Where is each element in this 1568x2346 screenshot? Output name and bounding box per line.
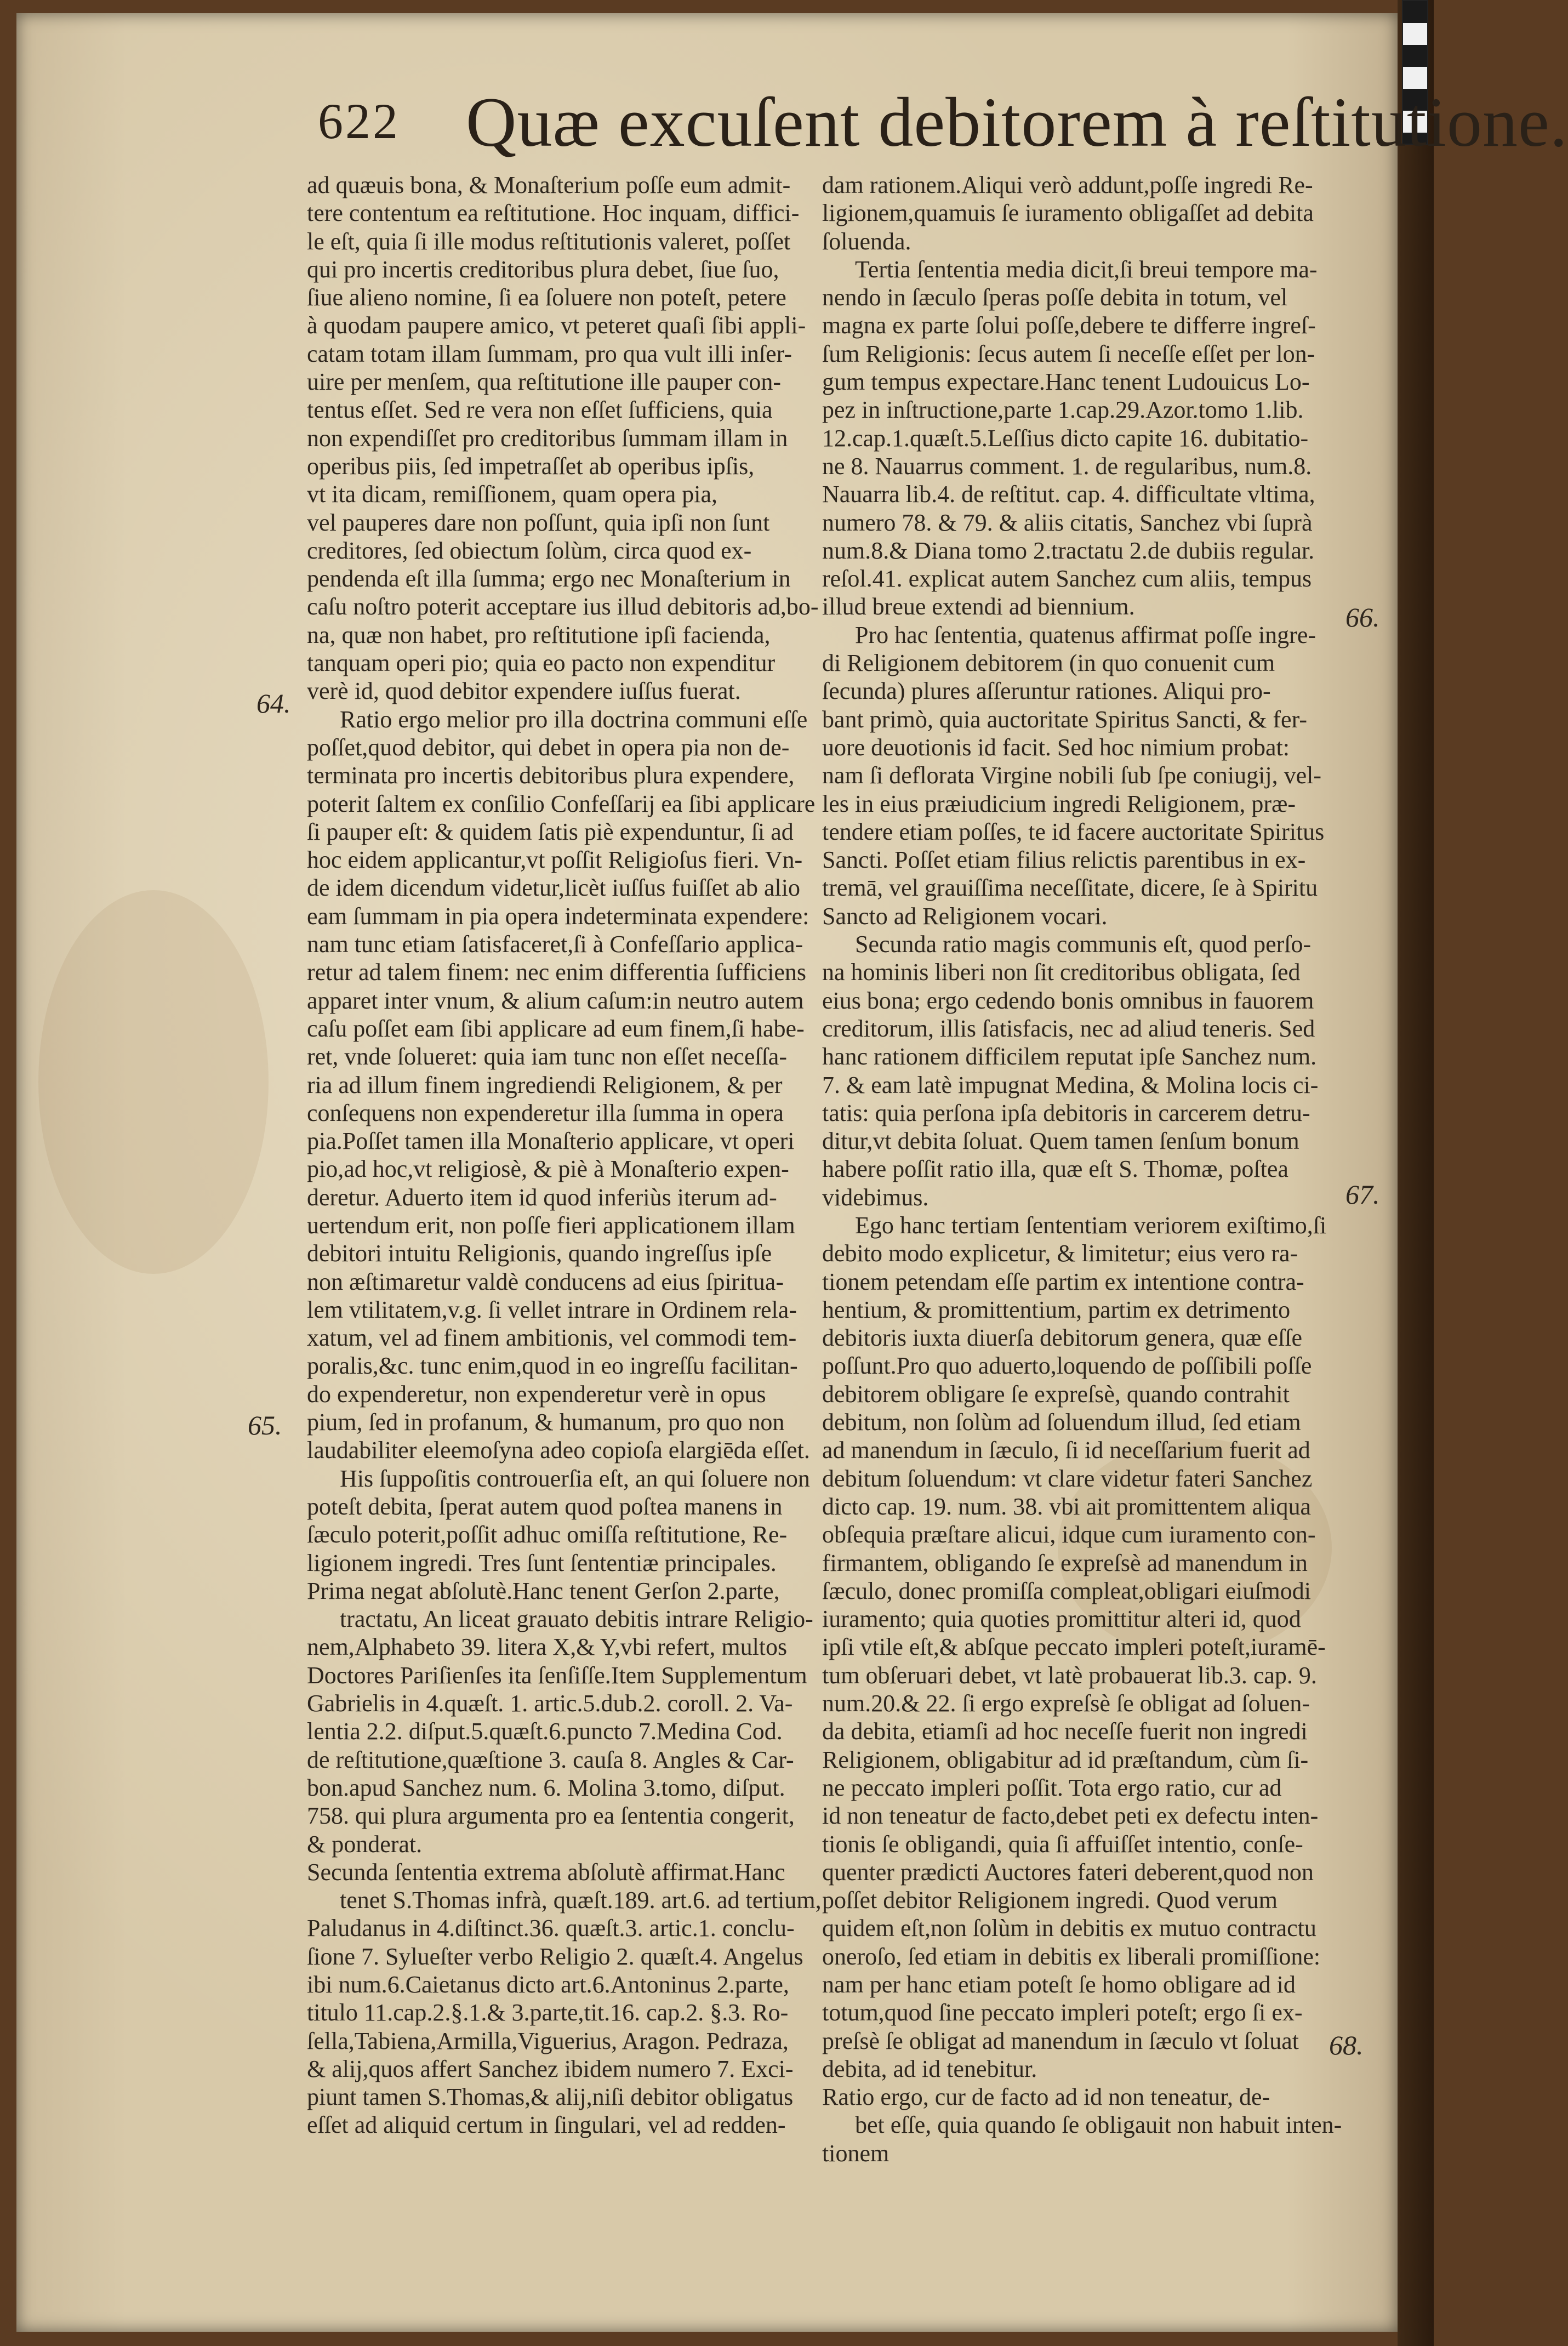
text-line: pia.Poſſet tamen illa Monaſterio applicare, vt operi: [307, 1128, 795, 1155]
running-title: Quæ excuſent debitorem à reſtitutione.: [466, 83, 1568, 161]
right-text-column: [822, 171, 1340, 2167]
text-line: ſecunda) plures aſſeruntur rationes. Aliqui pro-: [822, 677, 1271, 705]
text-line: poſſet,quod debitor, qui debet in opera pia non de-: [307, 733, 790, 761]
text-line: le eſt, quia ſi ille modus reſtitutionis valeret, poſſet: [307, 227, 791, 255]
text-line: ſoluenda.: [822, 227, 911, 255]
text-line: creditorum, illis ſatisfacis, nec ad aliud teneris. Sed: [822, 1015, 1315, 1042]
text-line: illud breue extendi ad biennium.: [822, 593, 1135, 620]
text-line: ſæculo poterit,poſſit adhuc omiſſa reſtitutione, Re-: [307, 1521, 788, 1548]
text-line: pio,ad hoc,vt religiosè, & piè à Monaſterio expen-: [307, 1155, 789, 1183]
text-line: bant primò, quia auctoritate Spiritus Sancti, & fer-: [822, 705, 1308, 733]
text-line: magna ex parte ſolui poſſe,debere te differre ingreſ-: [822, 312, 1316, 339]
text-line: eam ſummam in pia opera indeterminata expendere:: [307, 902, 809, 930]
text-line: na, quæ non habet, pro reſtitutione ipſi facienda,: [307, 621, 771, 648]
text-line: de reſtitutione,quæſtione 3. cauſa 8. Angles & Car-: [307, 1746, 794, 1773]
text-line: Secunda ſententia extrema abſolutè affirmat.Hanc: [307, 1858, 785, 1886]
text-line: tere contentum ea reſtitutione. Hoc inquam, diffici-: [307, 200, 800, 227]
text-line: reſol.41. explicat autem Sanchez cum aliis, tempus: [822, 565, 1312, 593]
text-line: poterit ſaltem ex conſilio Confeſſarij ea ſibi applicare: [307, 790, 816, 817]
text-line: Prima negat abſolutè.Hanc tenent Gerſon 2.parte,: [307, 1577, 780, 1604]
text-line: debitori intuitu Religionis, quando ingreſſus ipſe: [307, 1240, 772, 1267]
text-line: di Religionem debitorem (in quo conuenit cum: [822, 650, 1275, 677]
text-line: ne 8. Nauarrus comment. 1. de regularibus, num.8.: [822, 452, 1312, 480]
text-line: debitum, non ſolùm ad ſoluendum illud, ſed etiam: [822, 1409, 1301, 1436]
text-line: poralis,&c. tunc enim,quod in eo ingreſſu facilitan-: [307, 1352, 798, 1380]
text-line: operibus piis, ſed impetraſſet ab operibus ipſis,: [307, 452, 755, 480]
text-line: tionis ſe obligandi, quia ſi affuiſſet intentio, conſe-: [822, 1830, 1303, 1858]
text-line: Sancti. Poſſet etiam filius relictis parentibus in ex-: [822, 846, 1306, 874]
text-line: tendere etiam poſſes, te id facere auctoritate Spiritus: [822, 818, 1325, 845]
text-line: non expendiſſet pro creditoribus ſummam illam in: [307, 424, 788, 452]
text-line: da debita, etiamſi ad hoc neceſſe fuerit non ingredi: [822, 1718, 1308, 1745]
text-line: poſſunt.Pro quo aduerto,loquendo de poſſibili poſſe: [822, 1352, 1312, 1380]
text-line: dam rationem.Aliqui verò addunt,poſſe ingredi Re-: [822, 172, 1313, 198]
text-line: hoc eidem applicantur,vt poſſit Religioſus fieri. Vn-: [307, 846, 803, 874]
text-line: piunt tamen S.Thomas,& alij,niſi debitor obligatus: [307, 2083, 794, 2111]
text-line: Secunda ratio magis communis eſt, quod perſo-: [855, 931, 1312, 958]
text-line: Pro hac ſententia, quatenus affirmat poſſe ingre-: [855, 621, 1316, 648]
text-line: habere poſſit ratio illa, quæ eſt S. Thomæ, poſtea: [822, 1155, 1288, 1183]
text-line: debita, ad id tenebitur.: [822, 2055, 1037, 2082]
text-line: ſæculo, donec promiſſa compleat,obligari eiuſmodi: [822, 1577, 1312, 1604]
text-line: ſiue alieno nomine, ſi ea ſoluere non poteſt, petere: [307, 284, 786, 311]
text-line: tum obſeruari debet, vt latè probauerat lib.3. cap. 9.: [822, 1661, 1317, 1689]
text-line: tenet S.Thomas infrà, quæſt.189. art.6. ad tertium,: [340, 1887, 822, 1914]
text-line: na hominis liberi non ſit creditoribus obligata, ſed: [822, 959, 1301, 986]
text-line: uore deuotionis id facit. Sed hoc nimium probat:: [822, 733, 1290, 761]
text-line: num.8.& Diana tomo 2.tractatu 2.de dubiis regular.: [822, 537, 1315, 564]
text-line: debito modo explicetur, & limitetur; eius vero ra-: [822, 1240, 1298, 1267]
text-line: quenter prædicti Auctores fateri deberent,quod non: [822, 1858, 1314, 1886]
margin-number: 64.: [256, 688, 291, 719]
text-line: His ſuppoſitis controuerſia eſt, an qui ſoluere non: [340, 1465, 810, 1492]
text-line: id non teneatur de facto,debet peti ex defectu inten-: [822, 1802, 1319, 1830]
text-line: creditores, ſed obiectum ſolùm, circa quod ex-: [307, 537, 752, 564]
page-stain: [38, 890, 269, 1274]
text-line: catam totam illam ſummam, pro qua vult illi inſer-: [307, 340, 792, 367]
text-line: qui pro incertis creditoribus plura debet, ſiue ſuo,: [307, 255, 779, 283]
page-number: 622: [318, 93, 400, 149]
text-line: nendo in ſæculo ſperas poſſe debita in totum, vel: [822, 284, 1288, 311]
text-line: & alij,quos affert Sanchez ibidem numero 7. Exci-: [307, 2055, 794, 2082]
margin-number: 66.: [1345, 602, 1380, 633]
text-line: videbimus.: [822, 1183, 929, 1211]
text-line: eius bona; ergo cedendo bonis omnibus in fauorem: [822, 987, 1314, 1014]
book-edge: [1398, 0, 1434, 2346]
text-line: nam ſi deflorata Virgine nobili ſub ſpe coniugij, vel-: [822, 762, 1321, 789]
text-line: uertendum erit, non poſſe fieri applicationem illam: [307, 1211, 795, 1239]
text-line: num.20.& 22. ſi ergo expreſsè ſe obligat ad ſoluen-: [822, 1690, 1310, 1717]
text-line: conſequens non expenderetur illa ſumma in opera: [307, 1099, 784, 1126]
text-line: Nauarra lib.4. de reſtitut. cap. 4. difficultate vltima,: [822, 481, 1315, 508]
text-line: laudabiliter eleemoſyna adeo copioſa elargiēda eſſet.: [307, 1437, 810, 1464]
page-header: [307, 82, 1568, 164]
text-line: ibi num.6.Caietanus dicto art.6.Antoninus 2.parte,: [307, 1971, 789, 1998]
margin-number: 67.: [1345, 1179, 1380, 1210]
text-line: tractatu, An liceat grauato debitis intrare Religio-: [340, 1605, 813, 1633]
text-line: 7. & eam latè impugnat Medina, & Molina locis ci-: [822, 1071, 1319, 1098]
text-line: verè id, quod debitor expendere iuſſus fuerat.: [307, 677, 741, 705]
text-line: numero 78. & 79. & aliis citatis, Sanchez vbi ſuprà: [822, 509, 1313, 536]
text-line: uire per menſem, qua reſtitutione ille pauper con-: [307, 368, 782, 396]
text-line: ditur,vt debita ſoluat. Quem tamen ſenſum bonum: [822, 1128, 1299, 1155]
margin-number: 68.: [1329, 2030, 1364, 2060]
text-line: tatis: quia perſona ipſa debitoris in carcerem detru-: [822, 1099, 1310, 1126]
text-line: xatum, vel ad finem ambitionis, vel commodi tem-: [307, 1324, 797, 1352]
text-line: quidem eſt,non ſolùm in debitis ex mutuo contractu: [822, 1915, 1316, 1942]
text-line: lentia 2.2. diſput.5.quæſt.6.puncto 7.Medina Cod.: [307, 1718, 783, 1745]
text-line: Ego hanc tertiam ſententiam veriorem exiſtimo,ſi: [855, 1211, 1327, 1239]
text-line: Religionem, obligabitur ad id præſtandum, cùm ſi-: [822, 1746, 1309, 1773]
text-line: apparet inter vnum, & alium caſum:in neutro autem: [307, 987, 804, 1014]
text-line: 758. qui plura argumenta pro ea ſententia congerit,: [307, 1802, 795, 1830]
text-line: ſum Religionis: ſecus autem ſi neceſſe eſſet per lon-: [822, 340, 1315, 367]
text-line: ſi pauper eſt: & quidem ſatis piè expenduntur, ſi ad: [307, 818, 794, 845]
text-line: iuramento; quia quoties promittitur alteri id, quod: [822, 1605, 1301, 1633]
text-line: tanquam operi pio; quia eo pacto non expenditur: [307, 650, 776, 677]
text-line: deretur. Aduerto item id quod inferiùs iterum ad-: [307, 1183, 777, 1211]
text-line: bet eſſe, quia quando ſe obligauit non habuit inten-: [855, 2111, 1342, 2139]
text-line: oneroſo, ſed etiam in debitis ex liberali promiſſione:: [822, 1943, 1321, 1970]
text-line: firmantem, obligando ſe expreſsè ad manendum in: [822, 1549, 1308, 1576]
text-line: pium, ſed in profanum, & humanum, pro quo non: [307, 1409, 785, 1436]
text-line: titulo 11.cap.2.§.1.& 3.parte,tit.16. cap.2. §.3. Ro-: [307, 1999, 789, 2026]
text-line: do expenderetur, non expenderetur verè in opus: [307, 1380, 766, 1408]
text-line: obſequia præſtare alicui, idque cum iuramento con-: [822, 1521, 1316, 1548]
text-line: nam tunc etiam ſatisfaceret,ſi à Confeſſario applica-: [307, 931, 803, 958]
left-text-column: [307, 171, 822, 2139]
text-line: ad manendum in ſæculo, ſi id neceſſarium fuerit ad: [822, 1437, 1310, 1464]
text-line: pez in inſtructione,parte 1.cap.29.Azor.tomo 1.lib.: [822, 396, 1304, 424]
text-line: tionem: [822, 2139, 890, 2167]
text-line: nem,Alphabeto 39. litera X,& Y,vbi refert, multos: [307, 1633, 788, 1661]
text-line: debitoris iuxta diuerſa debitorum genera, quæ eſſe: [822, 1324, 1303, 1352]
text-line: tionem petendam eſſe partim ex intentione contra-: [822, 1268, 1304, 1295]
text-line: ligionem ingredi. Tres ſunt ſententiæ principales.: [307, 1549, 777, 1576]
text-line: gum tempus expectare.Hanc tenent Ludouicus Lo-: [822, 368, 1310, 396]
text-line: preſsè ſe obligat ad manendum in ſæculo vt ſoluat: [822, 2027, 1299, 2054]
text-line: ligionem,quamuis ſe iuramento obligaſſet ad debita: [822, 200, 1314, 227]
text-line: Tertia ſententia media dicit,ſi breui tempore ma-: [855, 255, 1318, 283]
text-line: Doctores Pariſienſes ita ſenſiſſe.Item Supplementum: [307, 1661, 807, 1689]
text-line: Ratio ergo, cur de facto ad id non teneatur, de-: [822, 2083, 1270, 2111]
text-line: ſione 7. Sylueſter verbo Religio 2. quæſt.4. Angelus: [307, 1943, 803, 1970]
text-line: tremā, vel grauiſſima neceſſitate, dicere, ſe à Spiritu: [822, 874, 1318, 902]
text-line: tentus eſſet. Sed re vera non eſſet ſufficiens, quia: [307, 396, 773, 424]
text-line: les in eius præiudicium ingredi Religionem, præ-: [822, 790, 1296, 817]
text-line: Paludanus in 4.diſtinct.36. quæſt.3. artic.1. conclu-: [307, 1915, 795, 1942]
text-line: ret, vnde ſolueret: quia iam tunc non eſſet neceſſa-: [307, 1043, 787, 1070]
text-line: non æſtimaretur valdè conducens ad eius ſpiritua-: [307, 1268, 784, 1295]
text-line: bon.apud Sanchez num. 6. Molina 3.tomo, diſput.: [307, 1774, 785, 1801]
text-line: eſſet ad aliquid certum in ſingulari, vel ad redden-: [307, 2111, 786, 2139]
text-line: ſella,Tabiena,Armilla,Viguerius, Aragon. Pedraza,: [307, 2027, 789, 2054]
text-line: poteſt debita, ſperat autem quod poſtea manens in: [307, 1493, 783, 1520]
text-line: hentium, & promittentium, partim ex detrimento: [822, 1296, 1291, 1323]
text-line: de idem dicendum videtur,licèt iuſſus fuiſſet ab alio: [307, 874, 801, 902]
text-line: ne peccato impleri poſſit. Tota ergo ratio, cur ad: [822, 1774, 1282, 1801]
text-line: retur ad talem finem: nec enim differentia ſufficiens: [307, 959, 807, 986]
text-line: ipſi vtile eſt,& abſque peccato impleri poteſt,iuramē-: [822, 1633, 1326, 1661]
text-line: lem vtilitatem,v.g. ſi vellet intrare in Ordinem rela-: [307, 1296, 797, 1323]
text-line: caſu poſſet eam ſibi applicare ad eum finem,ſi habe-: [307, 1015, 805, 1042]
text-line: poſſet debitor Religionem ingredi. Quod verum: [822, 1887, 1278, 1914]
text-line: Sancto ad Religionem vocari.: [822, 902, 1108, 930]
text-line: caſu noſtro poterit acceptare ius illud debitoris ad,bo-: [307, 593, 819, 620]
text-line: hanc rationem difficilem reputat ipſe Sanchez num.: [822, 1043, 1317, 1070]
text-line: totum,quod ſine peccato impleri poteſt; ergo ſi ex-: [822, 1999, 1303, 2026]
text-line: ad quæuis bona, & Monaſterium poſſe eum admit-: [307, 172, 791, 198]
text-line: 12.cap.1.quæſt.5.Leſſius dicto capite 16. dubitatio-: [822, 424, 1309, 452]
text-line: dicto cap. 19. num. 38. vbi ait promittentem aliqua: [822, 1493, 1312, 1520]
text-line: debitum ſoluendum: vt clare videtur fateri Sanchez: [822, 1465, 1313, 1492]
text-line: nam per hanc etiam poteſt ſe homo obligare ad id: [822, 1971, 1296, 1998]
text-line: ria ad illum finem ingrediendi Religionem, & per: [307, 1071, 783, 1098]
text-line: Gabrielis in 4.quæſt. 1. artic.5.dub.2. coroll. 2. Va-: [307, 1690, 793, 1717]
text-line: debitorem obligare ſe expreſsè, quando contrahit: [822, 1380, 1290, 1408]
margin-number: 65.: [248, 1410, 282, 1440]
text-line: pendenda eſt illa ſumma; ergo nec Monaſterium in: [307, 565, 791, 593]
text-line: terminata pro incertis debitoribus plura expendere,: [307, 762, 795, 789]
text-line: vel pauperes dare non poſſunt, quia ipſi non ſunt: [307, 509, 770, 536]
text-line: à quodam paupere amico, vt peteret quaſi ſibi appli-: [307, 312, 806, 339]
text-line: vt ita dicam, remiſſionem, quam opera pia,: [307, 481, 717, 508]
text-line: Ratio ergo melior pro illa doctrina communi eſſe: [340, 705, 808, 733]
text-line: & ponderat.: [307, 1830, 423, 1858]
